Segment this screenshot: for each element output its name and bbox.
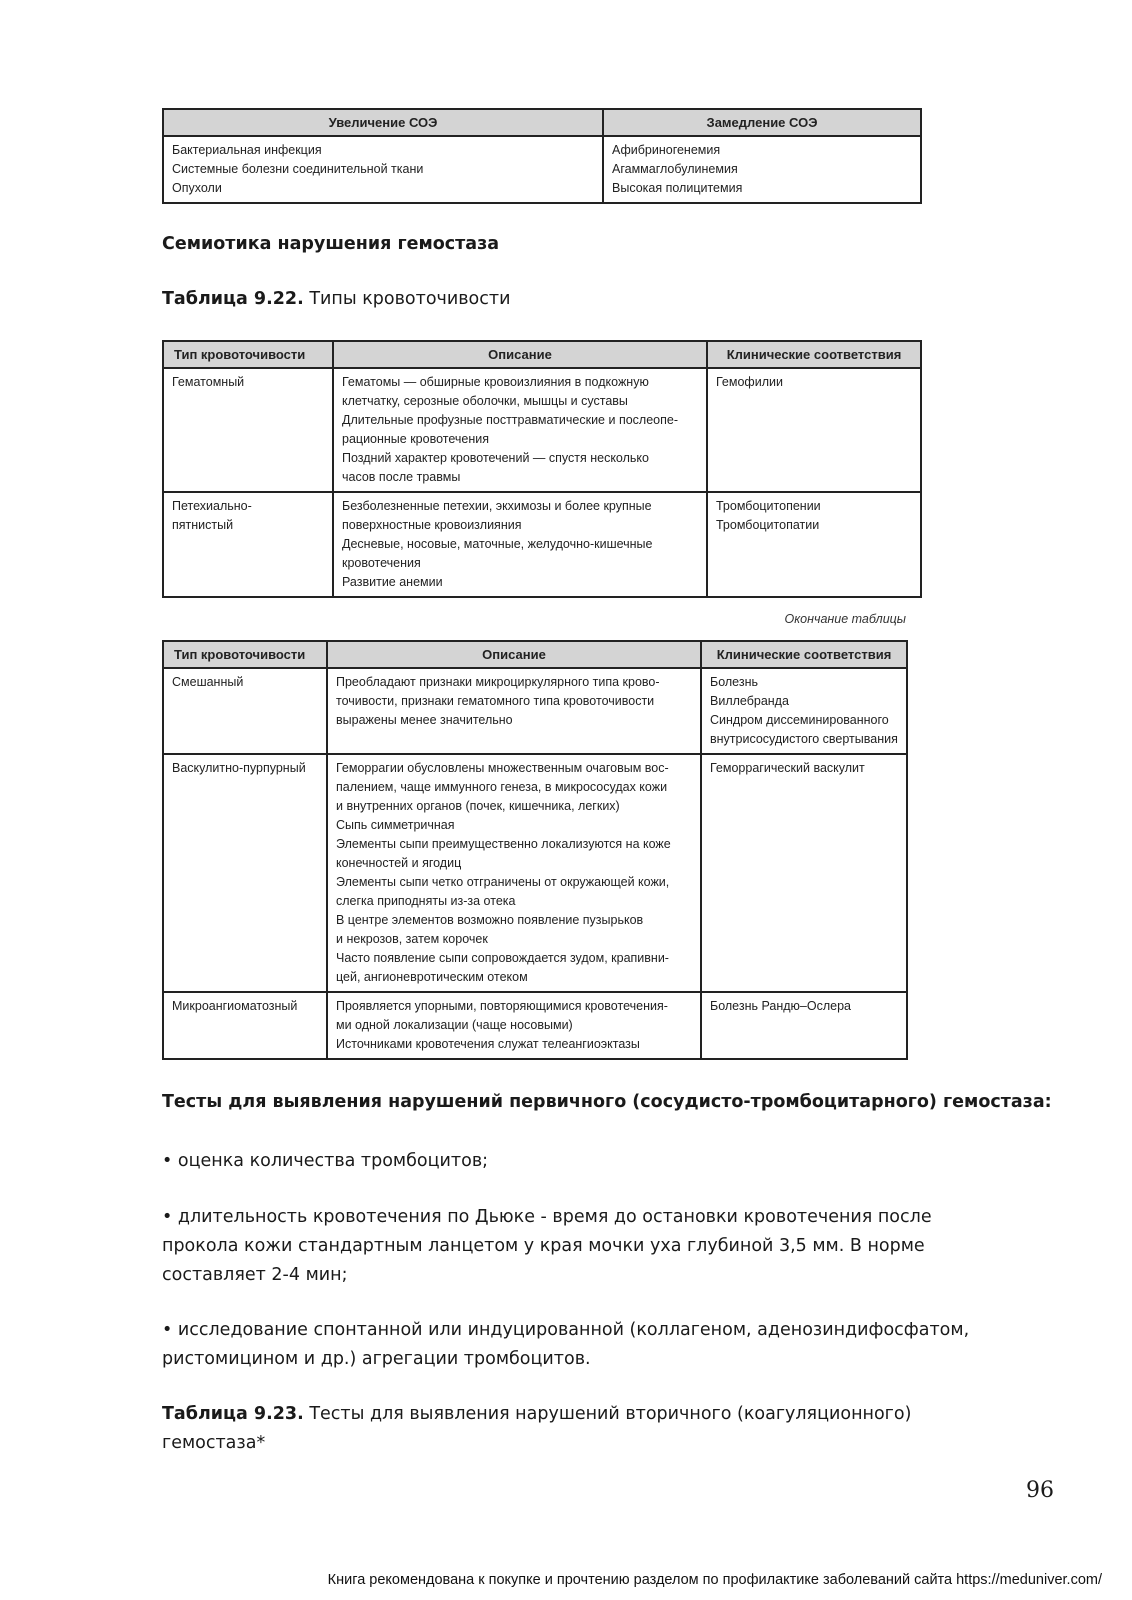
list-item: Афибриногенемия	[612, 143, 721, 157]
header-clinical: Клинические соответствия	[701, 641, 907, 668]
bullet-item: • оценка количества тромбоцитов;	[162, 1151, 489, 1171]
header-description: Описание	[327, 641, 701, 668]
type-cell: Васкулитно-пурпурный	[163, 754, 327, 992]
description-cell: Преобладают признаки микроциркулярного типа крово- точивости, признаки гематомного типа кровоточивости выражены менее значительно	[327, 668, 701, 754]
table-row	[163, 754, 907, 992]
description-cell: Геморрагии обусловлены множественным очаговым вос- палением, чаще иммунного генеза, в микрососудах кожи и внутренних органов (почек, кишечника, легких) Сыпь симметричная Элементы сыпи преимущественно локализуются на коже конечностей и ягодиц Элементы сыпи четко отграничены от окружающей кожи, слегка приподняты из-за отека В центре элементов возможно появление пузырьков и некрозов, затем корочек Часто появление сыпи сопровождается зудом, крапивни- цей, ангионевротическим отеком	[327, 754, 701, 992]
header-type: Тип кровоточивости	[163, 341, 333, 368]
esr-header-decrease: Замедление СОЭ	[603, 109, 921, 136]
list-item: Бактериальная инфекция	[172, 143, 322, 157]
table-row	[163, 368, 921, 492]
table-row	[163, 668, 907, 754]
continuation-label: Окончание таблицы	[784, 612, 906, 626]
bullet-item: • исследование спонтанной или индуцированной (коллагеном, аденозиндифосфатом, ристомицином и др.) агрегации тромбоцитов.	[162, 1320, 970, 1369]
list-item: Высокая полицитемия	[612, 181, 743, 195]
table-922-label: Таблица 9.22.	[162, 289, 304, 309]
table-922-title: Типы кровоточивости	[309, 289, 511, 309]
footer-note: Книга рекомендована к покупке и прочтению разделом по профилактике заболеваний сайта https://meduniver.com/	[327, 1572, 1102, 1588]
table-922-caption	[162, 289, 510, 309]
description-cell: Гематомы — обширные кровоизлияния в подкожную клетчатку, серозные оболочки, мышцы и суставы Длительные профузные посттравматические и послеопе- рационные кровотечения Поздний характер кровотечений — спустя несколько часов после травмы	[333, 368, 707, 492]
table-923-label: Таблица 9.23.	[162, 1404, 304, 1424]
section-title: Семиотика нарушения гемостаза	[162, 234, 500, 254]
table-923-caption: Таблица 9.23. Тесты для выявления нарушений вторичного (коагуляционного) гемостаза*	[162, 1404, 912, 1453]
description-cell: Проявляется упорными, повторяющимися кровотечения- ми одной локализации (чаще носовыми) Источниками кровотечения служат телеангиоэктазы	[327, 992, 701, 1059]
header-type: Тип кровоточивости	[163, 641, 327, 668]
table-row	[163, 992, 907, 1059]
page-number: 96	[1026, 1478, 1054, 1503]
list-item: Системные болезни соединительной ткани	[172, 162, 424, 176]
table-row	[163, 492, 921, 597]
clinical-cell: Болезнь Виллебранда Синдром диссеминированного внутрисосудистого свертывания	[701, 668, 907, 754]
bleeding-types-table	[162, 340, 922, 598]
list-item: Опухоли	[172, 181, 222, 195]
bullet-item: • длительность кровотечения по Дьюке - время до остановки кровотечения после прокола кожи стандартным ланцетом у края мочки уха глубиной 3,5 мм. В норме составляет 2-4 мин;	[162, 1207, 932, 1285]
primary-tests-title: Тесты для выявления нарушений первичного (сосудисто-тромбоцитарного) гемостаза:	[162, 1092, 1052, 1112]
clinical-cell: Болезнь Рандю–Ослера	[701, 992, 907, 1059]
type-cell: Петехиально- пятнистый	[163, 492, 333, 597]
table-row	[163, 136, 921, 203]
type-cell: Смешанный	[163, 668, 327, 754]
list-item: Агаммаглобулинемия	[612, 162, 738, 176]
type-cell: Гематомный	[163, 368, 333, 492]
esr-table	[162, 108, 922, 204]
clinical-cell: Гемофилии	[707, 368, 921, 492]
header-clinical: Клинические соответствия	[707, 341, 921, 368]
type-cell: Микроангиоматозный	[163, 992, 327, 1059]
bleeding-types-table-continued	[162, 640, 908, 1060]
header-description: Описание	[333, 341, 707, 368]
description-cell: Безболезненные петехии, экхимозы и более крупные поверхностные кровоизлияния Десневые, носовые, маточные, желудочно-кишечные кровотечения Развитие анемии	[333, 492, 707, 597]
esr-increase-cell	[163, 136, 603, 203]
table-923-title: Тесты для выявления нарушений вторичного (коагуляционного)	[309, 1404, 912, 1424]
clinical-cell: Тромбоцитопении Тромбоцитопатии	[707, 492, 921, 597]
clinical-cell: Геморрагический васкулит	[701, 754, 907, 992]
esr-decrease-cell	[603, 136, 921, 203]
esr-header-increase: Увеличение СОЭ	[163, 109, 603, 136]
